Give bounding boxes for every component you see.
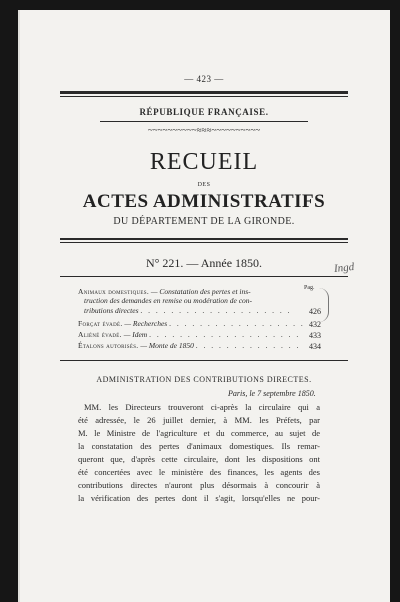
toc-category: Animaux domestiques. [78,287,149,296]
republic-heading: RÉPUBLIQUE FRANÇAISE. [139,107,269,117]
issue-rule-top-thick [60,238,348,240]
margin-bracket-mark [318,288,329,322]
toc-leader: . . . . . . . . . . . . . . [195,341,301,350]
toc-category: Étalons autorisés. [78,341,139,350]
section-heading: ADMINISTRATION DES CONTRIBUTIONS DIRECTES. [96,375,312,384]
issue-number: N° 221. — Année 1850. [145,256,263,270]
decorative-ornament: ~~~~~~~~~~≈≈≈~~~~~~~~~~ [147,125,261,135]
toc-description: — Idem [123,330,148,339]
body-text-line: contributions directes n'auront plus désormais à concourir à [78,480,320,490]
toc-entry [78,320,318,328]
body-text-line: queront que, d'après cette circulaire, dont les dispositions ont [78,454,320,464]
toc-description: tributions directes [84,306,139,315]
toc-page-number: 426 [309,307,321,316]
issue-rule-bottom [60,276,348,277]
toc-description: — Recherches [124,319,168,328]
dateline: Paris, le 7 septembre 1850. [228,389,316,398]
toc-category: Aliéné évadé. [78,330,122,339]
toc-leader: . . . . . . . . . . . . . . . . . . . . [149,330,301,339]
toc-leader: . . . . . . . . . . . . . . . . . . [169,319,305,328]
document-page [18,10,390,602]
republic-underline [100,121,308,122]
toc-page-number: 432 [309,320,321,329]
toc-entry [78,288,318,296]
toc-leader: . . . . . . . . . . . . . . . . . . . . [140,306,292,315]
toc-entry-continuation [84,307,324,315]
body-text-line: été adressée, le 26 juillet dernier, à MM. les Préfets, par [78,415,320,425]
top-rule-thin [60,96,348,97]
toc-page-label: Pag. [304,285,315,291]
body-text-line: la vérification des pertes dont il s'agit, lorsqu'elles ne pour- [78,493,320,503]
toc-category: Forçat évadé. [78,319,123,328]
title-connector: DES [197,182,211,188]
toc-entry [78,331,318,339]
page-number: — 423 — [184,74,224,84]
document-subtitle: ACTES ADMINISTRATIFS [82,191,326,212]
department-line: DU DÉPARTEMENT DE LA GIRONDE. [113,216,295,227]
document-title: RECUEIL [149,149,259,175]
toc-entry-continuation [84,297,324,305]
toc-description: truction des demandes en remise ou modération de con- [84,296,253,305]
body-text-line: été concertées avec le ministère des finances, les agents des [78,467,320,477]
body-text-line: MM. les Directeurs trouveront ci-après la circulaire qui a [84,402,320,412]
toc-entry [78,342,318,350]
issue-rule-top-thin [60,242,348,243]
toc-page-number: 433 [309,331,321,340]
toc-description: — Monte de 1850 [140,341,194,350]
top-rule-thick [60,91,348,94]
toc-page-number: 434 [309,342,321,351]
handwritten-annotation: Ingd [333,260,355,276]
toc-description: — Constatation des pertes et ins- [150,287,251,296]
toc-bottom-rule [60,360,348,361]
body-text-line: M. le Ministre de l'agriculture et du commerce, au sujet de [78,428,320,438]
body-text-line: la constatation des pertes d'animaux domestiques. Ils remar- [78,441,320,451]
